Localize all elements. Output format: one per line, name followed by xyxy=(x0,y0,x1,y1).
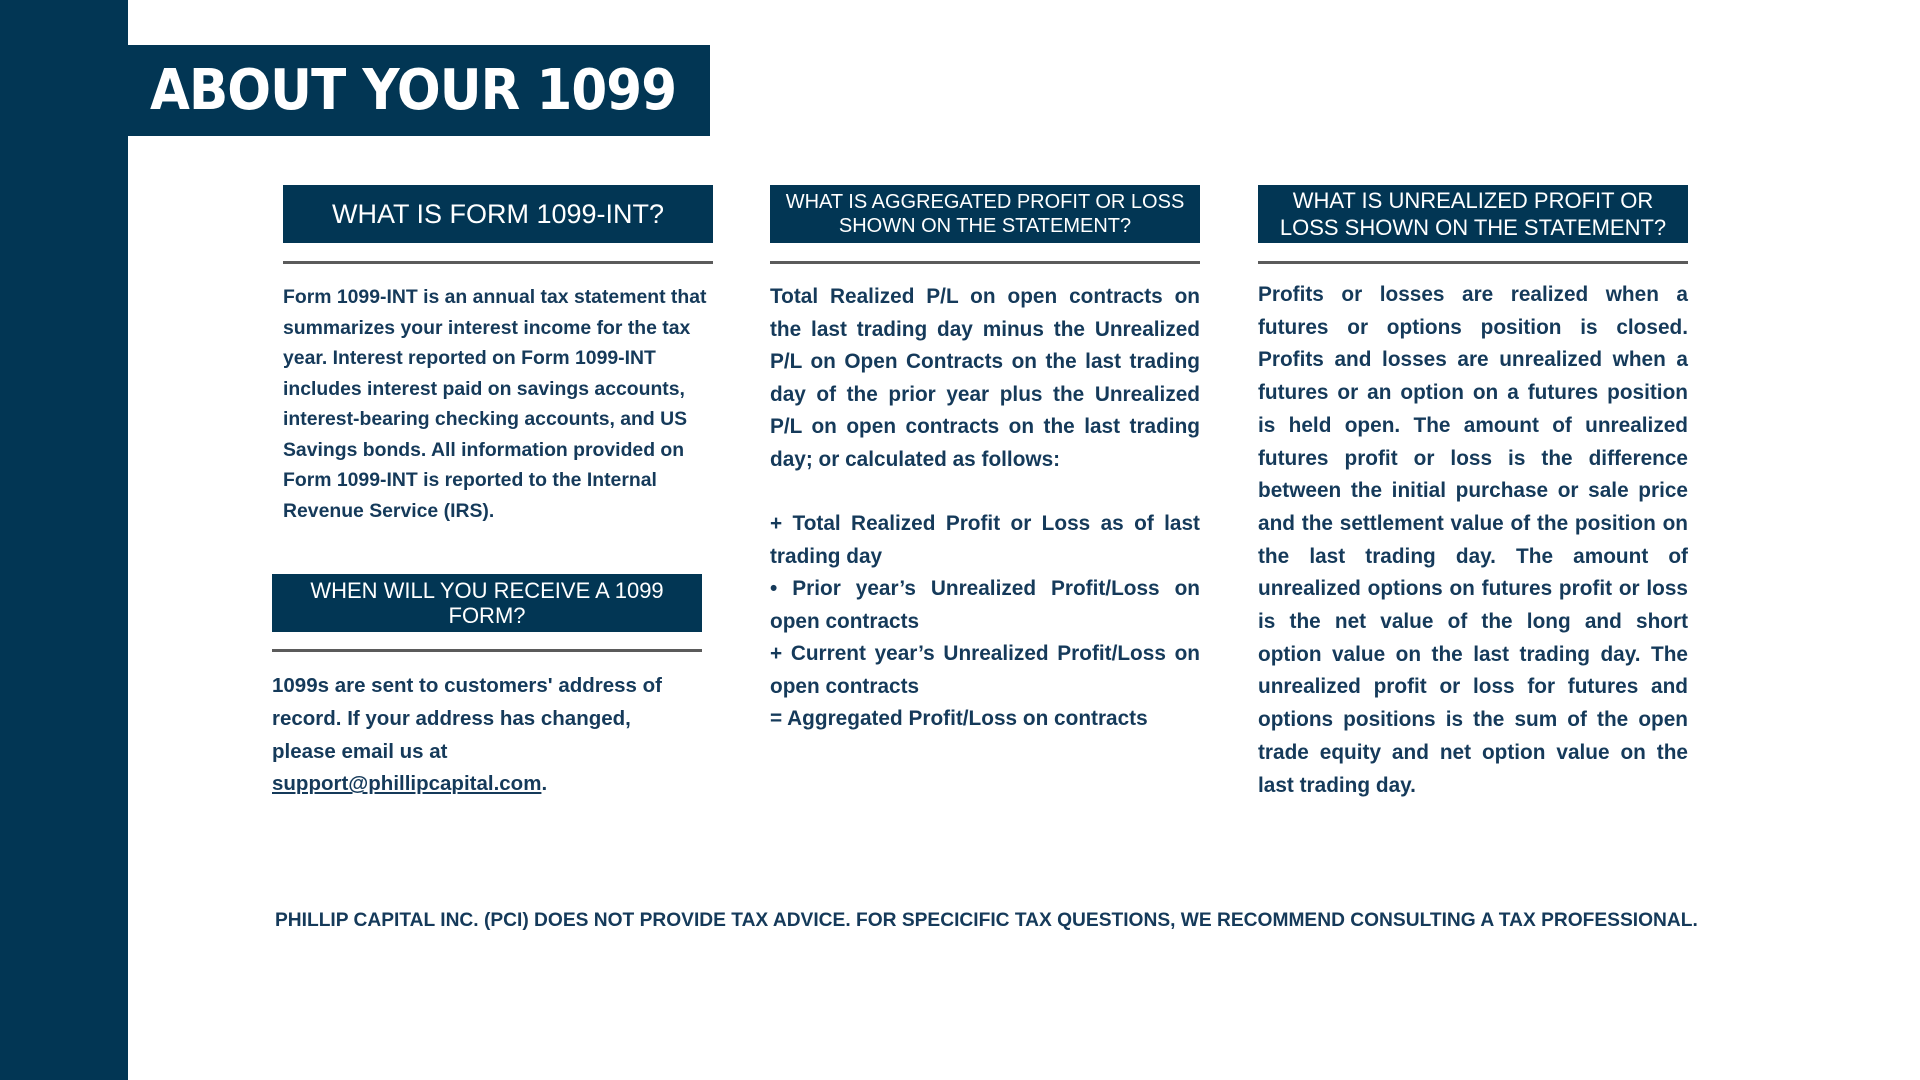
formula-line: + Total Realized Profit or Loss as of last trading day xyxy=(770,512,1200,568)
body-text: 1099s are sent to customers' address of record. If your address has changed, please email us at xyxy=(272,674,662,763)
heading-text: WHAT IS AGGREGATED PROFIT OR LOSS SHOWN ON THE STATEMENT? xyxy=(785,191,1185,237)
section-heading xyxy=(272,574,702,632)
section-receive-1099 xyxy=(272,574,702,801)
divider xyxy=(283,261,713,264)
section-heading xyxy=(770,185,1200,243)
formula-list xyxy=(770,508,1200,736)
heading-text: WHAT IS FORM 1099-INT? xyxy=(331,198,665,229)
section-body xyxy=(770,281,1200,736)
page-title: ABOUT YOUR 1099 xyxy=(150,58,677,123)
formula-line: + Current year’s Unrealized Profit/Loss on open contracts xyxy=(770,642,1200,698)
heading-text: WHEN WILL YOU RECEIVE A 1099 FORM? xyxy=(310,578,664,628)
left-sidebar-band xyxy=(0,0,128,1080)
intro-paragraph: Total Realized P/L on open contracts on the last trading day minus the Unrealized P/L on Open Contracts on the last trading day of the prior year plus the Unrealized P/L on open contracts on the last trading day; or calculated as follows: xyxy=(770,285,1200,471)
heading-text: WHAT IS UNREALIZED PROFIT OR LOSS SHOWN ON THE STATEMENT? xyxy=(1279,188,1667,240)
section-unrealized-pl xyxy=(1258,185,1688,802)
section-body: Profits or losses are realized when a futures or options position is closed. Profits and losses are unrealized when a futures or an option on a futures position is held open. The amount of unrealized futures profit or loss is the difference between the initial purchase or sale price and the settlement value of the position on the last trading day. The amount of unrealized options on futures profit or loss is the net value of the long and short option value on the last trading day. The unrealized profit or loss for futures and options positions is the sum of the open trade equity and net option value on the last trading day. xyxy=(1258,283,1688,797)
divider xyxy=(1258,261,1688,264)
formula-line: = Aggregated Profit/Loss on contracts xyxy=(770,707,1148,730)
title-banner xyxy=(128,45,710,136)
formula-line: • Prior year’s Unrealized Profit/Loss on open contracts xyxy=(770,577,1200,633)
section-heading xyxy=(1258,185,1688,243)
divider xyxy=(272,649,702,652)
tax-disclaimer: PHILLIP CAPITAL INC. (PCI) DOES NOT PROVIDE TAX ADVICE. FOR SPECICIFIC TAX QUESTIONS, WE RECOMMEND CONSULTING A TAX PROFESSIONAL. xyxy=(275,910,1698,931)
trailing-punctuation: . xyxy=(541,772,548,796)
section-form-1099-int xyxy=(283,185,713,526)
support-email-link[interactable]: support@phillipcapital.com xyxy=(272,772,542,796)
section-aggregated-pl xyxy=(770,185,1200,736)
section-heading xyxy=(283,185,713,243)
divider xyxy=(770,261,1200,264)
section-body: Form 1099-INT is an annual tax statement that summarizes your interest income for the tax year. Interest reported on Form 1099-INT includes interest paid on savings accounts, interest-bearing checking accounts, and US Savings bonds. All information provided on Form 1099-INT is reported to the Internal Revenue Service (IRS). xyxy=(283,286,707,522)
section-body xyxy=(272,670,692,801)
